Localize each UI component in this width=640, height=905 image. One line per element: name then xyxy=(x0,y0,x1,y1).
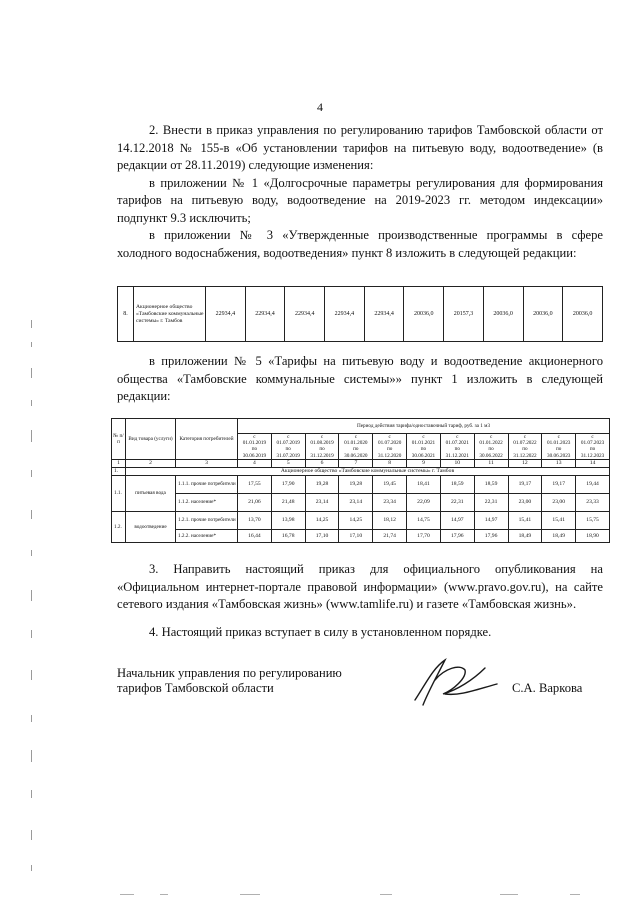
tariff-cell: 15,41 xyxy=(542,511,576,529)
period-cell: с 01.01.2022 по 30.06.2022 xyxy=(474,434,508,460)
tariff-cell: 19,17 xyxy=(508,475,542,493)
tariff-cell: 17,10 xyxy=(305,529,339,542)
value-cell: 20036,0 xyxy=(523,287,563,342)
category-cell: 1.1.2. население* xyxy=(176,493,238,511)
tariff-cell: 14,97 xyxy=(474,511,508,529)
tariff-cell: 22,09 xyxy=(407,493,441,511)
paragraph-annex5: в приложении № 5 «Тарифы на питьевую воду и водоотведение акционерного общества «Тамбовские коммунальные системы»» пункт 1 изложить в следующей редакции: xyxy=(117,354,603,403)
paragraph-publication: 3. Направить настоящий приказ для официального опубликования на «Официальном интернет-портале правовой информации» (www.pravo.gov.ru), на сайте сетевого издания «Тамбовская жизнь» (www.tamlife.ru) и газете «Тамбовская жизнь». xyxy=(117,562,603,611)
tariff-table xyxy=(111,418,610,543)
header-type: Вид товара (услуги) xyxy=(126,419,176,460)
paragraph-2-annex1: в приложении № 1 «Долгосрочные параметры регулирования для формирования тарифов на питьевую воду, водоотведение на 2019-2023 гг. методом индексации» подпункт 9.3 исключить; xyxy=(117,175,603,225)
tariff-cell: 18,41 xyxy=(407,475,441,493)
tariff-cell: 18,49 xyxy=(508,529,542,542)
tariff-cell: 18,90 xyxy=(576,529,610,542)
period-cell: с 01.01.2019 по 30.06.2019 xyxy=(238,434,272,460)
period-cell: с 01.01.2021 по 30.06.2021 xyxy=(407,434,441,460)
tariff-cell: 17,10 xyxy=(339,529,373,542)
header-category: Категория потребителей xyxy=(176,419,238,460)
paragraph-2-annex3: в приложении № 3 «Утвержденные производственные программы в сфере холодного водоснабжения, водоотведения» пункт 8 изложить в следующей редакции: xyxy=(117,228,603,260)
value-cell: 22934,4 xyxy=(364,287,404,342)
index-cell: 13 xyxy=(542,459,576,467)
page-number: 4 xyxy=(317,100,323,114)
period-cell: с 01.01.2020 по 30.06.2020 xyxy=(339,434,373,460)
category-cell: 1.2.1. прочие потребители xyxy=(176,511,238,529)
index-cell: 5 xyxy=(271,459,305,467)
tariff-cell: 14,75 xyxy=(407,511,441,529)
value-cell: 22934,4 xyxy=(206,287,246,342)
period-cell: с 01.07.2020 по 31.12.2020 xyxy=(373,434,407,460)
period-cell: с 01.07.2019 по 31.07.2019 xyxy=(271,434,305,460)
period-cell: с 01.01.2023 по 30.06.2023 xyxy=(542,434,576,460)
header-number: № п/п xyxy=(112,419,126,460)
org-row-title: Акционерное общество «Тамбовские коммунальные системы» г. Тамбов xyxy=(126,467,610,475)
index-cell: 2 xyxy=(126,459,176,467)
tariff-cell: 22,31 xyxy=(474,493,508,511)
index-cell: 14 xyxy=(576,459,610,467)
tariff-cell: 19,28 xyxy=(305,475,339,493)
table-row xyxy=(112,511,610,529)
value-cell: 22934,4 xyxy=(285,287,325,342)
tariff-cell: 21,06 xyxy=(238,493,272,511)
tariff-cell: 17,55 xyxy=(238,475,272,493)
value-cell: 20036,0 xyxy=(483,287,523,342)
signature-title-line-1: Начальник управления по регулированию xyxy=(117,666,342,680)
tariff-cell: 14,25 xyxy=(339,511,373,529)
header-period: Период действия тарифа/одноставочный тариф, руб. за 1 м3 xyxy=(238,419,610,434)
tariff-cell: 13,70 xyxy=(238,511,272,529)
tariff-cell: 23,34 xyxy=(373,493,407,511)
value-cell: 20157,3 xyxy=(444,287,484,342)
tariff-cell: 17,90 xyxy=(271,475,305,493)
paragraph-2 xyxy=(117,122,603,262)
period-cell: с 01.07.2022 по 31.12.2022 xyxy=(508,434,542,460)
tariff-cell: 18,59 xyxy=(440,475,474,493)
category-cell: 1.1.1. прочие потребители xyxy=(176,475,238,493)
table-row xyxy=(112,493,610,511)
tariff-cell: 19,17 xyxy=(542,475,576,493)
org-row-number: 1. xyxy=(112,467,126,475)
group-type: водоотведение xyxy=(126,511,176,542)
tariff-cell: 17,96 xyxy=(474,529,508,542)
tariff-cell: 18,12 xyxy=(373,511,407,529)
tariff-cell: 21,48 xyxy=(271,493,305,511)
index-cell: 1 xyxy=(112,459,126,467)
tariff-cell: 18,59 xyxy=(474,475,508,493)
value-cell: 22934,4 xyxy=(245,287,285,342)
tariff-cell: 13,98 xyxy=(271,511,305,529)
index-cell: 3 xyxy=(176,459,238,467)
table-row xyxy=(112,475,610,493)
group-number: 1.1. xyxy=(112,475,126,511)
paragraph-2-text: 2. Внести в приказ управления по регулированию тарифов Тамбовской области от 14.12.2018 № 155-в «Об установлении тарифов на питьевую воду, водоотведение» (в редакции от 28.11.2019) следующие изменения: xyxy=(117,123,603,172)
tariff-cell: 23,14 xyxy=(339,493,373,511)
index-cell: 4 xyxy=(238,459,272,467)
tariff-cell: 23,00 xyxy=(508,493,542,511)
scan-bottom-artifact xyxy=(120,893,600,897)
row-number: 8. xyxy=(118,287,134,342)
period-cell: с 01.07.2023 по 31.12.2023 xyxy=(576,434,610,460)
tariff-cell: 16,44 xyxy=(238,529,272,542)
value-cell: 20036,0 xyxy=(404,287,444,342)
handwritten-signature-icon xyxy=(405,650,505,710)
tariff-cell: 15,41 xyxy=(508,511,542,529)
signature-title xyxy=(117,666,342,696)
table-row xyxy=(112,529,610,542)
tariff-cell: 23,14 xyxy=(305,493,339,511)
scan-edge-artifact xyxy=(29,320,35,880)
tariff-cell: 23,00 xyxy=(542,493,576,511)
index-cell: 12 xyxy=(508,459,542,467)
tariff-cell: 18,49 xyxy=(542,529,576,542)
group-number: 1.2. xyxy=(112,511,126,542)
table-index-row xyxy=(112,459,610,467)
signatory-name: С.А. Варкова xyxy=(512,681,583,695)
value-cell: 22934,4 xyxy=(325,287,365,342)
table-row xyxy=(118,287,603,342)
tariff-cell: 22,31 xyxy=(440,493,474,511)
tariff-cell: 19,45 xyxy=(373,475,407,493)
period-cell: с 01.07.2021 по 31.12.2021 xyxy=(440,434,474,460)
tariff-cell: 17,70 xyxy=(407,529,441,542)
index-cell: 9 xyxy=(407,459,441,467)
tariff-cell: 14,97 xyxy=(440,511,474,529)
index-cell: 6 xyxy=(305,459,339,467)
tariff-cell: 23,33 xyxy=(576,493,610,511)
tariff-cell: 19,44 xyxy=(576,475,610,493)
category-cell: 1.2.2. население* xyxy=(176,529,238,542)
org-cell: Акционерное общество «Тамбовские коммунальные системы» г. Тамбов xyxy=(134,287,206,342)
index-cell: 11 xyxy=(474,459,508,467)
group-type: питьевая вода xyxy=(126,475,176,511)
production-program-table xyxy=(117,286,603,342)
tariff-cell: 17,96 xyxy=(440,529,474,542)
table-org-row xyxy=(112,467,610,475)
table-header-row xyxy=(112,419,610,434)
tariff-cell: 14,25 xyxy=(305,511,339,529)
index-cell: 10 xyxy=(440,459,474,467)
index-cell: 8 xyxy=(373,459,407,467)
index-cell: 7 xyxy=(339,459,373,467)
value-cell: 20036,0 xyxy=(563,287,603,342)
paragraph-effective: 4. Настоящий приказ вступает в силу в установленном порядке. xyxy=(149,625,492,639)
tariff-cell: 16,78 xyxy=(271,529,305,542)
period-cell: с 01.08.2019 по 31.12.2019 xyxy=(305,434,339,460)
signature-title-line-2: тарифов Тамбовской области xyxy=(117,681,274,695)
tariff-cell: 15,75 xyxy=(576,511,610,529)
tariff-cell: 21,74 xyxy=(373,529,407,542)
tariff-cell: 19,28 xyxy=(339,475,373,493)
